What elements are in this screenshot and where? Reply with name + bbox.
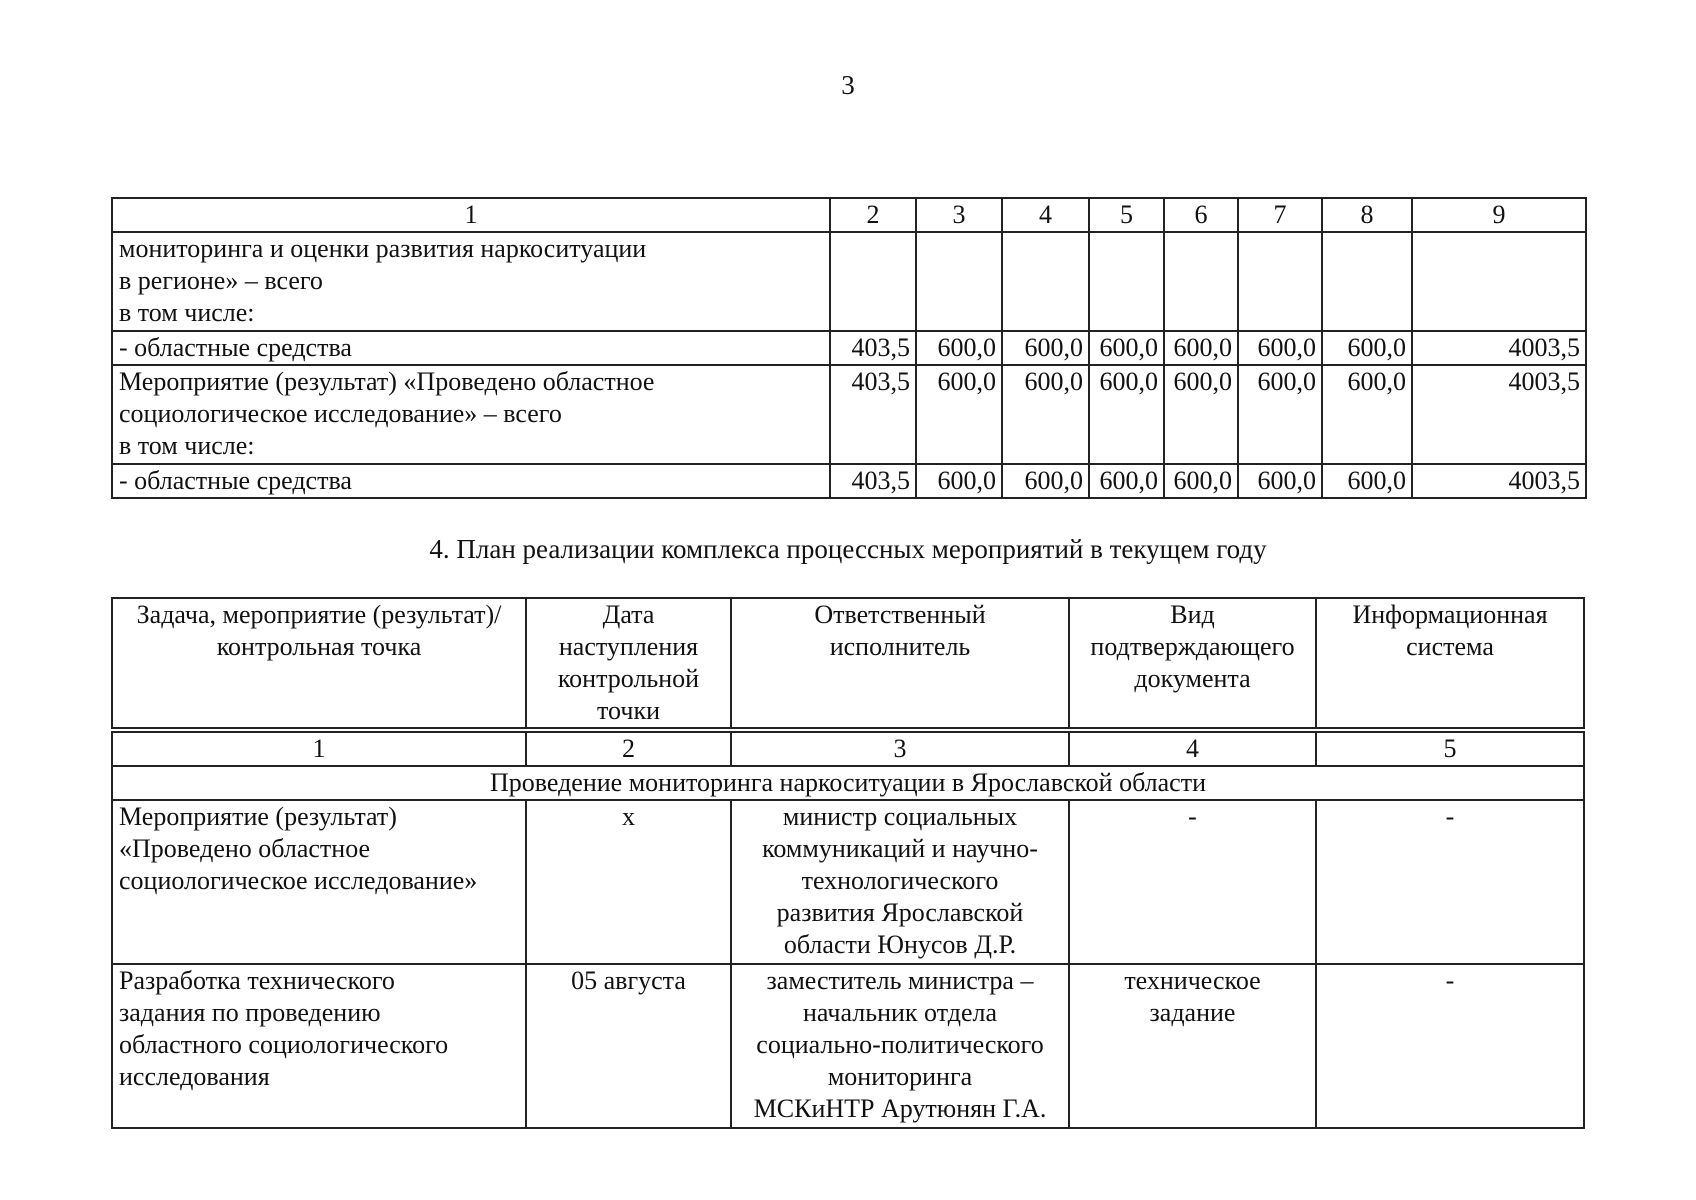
finance-cell <box>1238 232 1322 331</box>
plan-column-number-row <box>112 732 1584 766</box>
plan-header-cell: Ответственный исполнитель <box>731 598 1069 728</box>
finance-cell: 403,5 <box>830 365 916 464</box>
plan-date-cell: х <box>526 800 731 964</box>
plan-header-cell: Дата наступления контрольной точки <box>526 598 731 728</box>
finance-row-label: Мероприятие (результат) «Проведено областное социологическое исследование» – всего в том числе: <box>112 365 830 464</box>
finance-cell: 600,0 <box>1164 464 1238 498</box>
finance-cell: 600,0 <box>1164 331 1238 365</box>
finance-row <box>112 331 1586 365</box>
page-number: 3 <box>841 70 855 100</box>
plan-header-cell: Задача, мероприятие (результат)/ контрольная точка <box>112 598 526 728</box>
finance-cell: 4003,5 <box>1412 365 1586 464</box>
finance-header-cell: 5 <box>1089 198 1164 232</box>
finance-cell: 4003,5 <box>1412 464 1586 498</box>
finance-cell: 600,0 <box>1238 464 1322 498</box>
plan-column-number: 3 <box>731 732 1069 766</box>
plan-system-cell: - <box>1316 964 1584 1128</box>
finance-cell: 600,0 <box>916 464 1002 498</box>
plan-responsible-cell: заместитель министра – начальник отдела социально-политического мониторинга МСКиНТР Арутюнян Г.А. <box>731 964 1069 1128</box>
plan-column-number: 4 <box>1069 732 1316 766</box>
finance-cell: 600,0 <box>1089 331 1164 365</box>
finance-cell: 600,0 <box>1002 464 1089 498</box>
finance-cell: 4003,5 <box>1412 331 1586 365</box>
finance-row <box>112 232 1586 331</box>
finance-cell <box>1089 232 1164 331</box>
finance-table <box>111 197 1587 499</box>
plan-row <box>112 800 1584 964</box>
plan-row <box>112 964 1584 1128</box>
finance-row <box>112 464 1586 498</box>
plan-column-number: 1 <box>112 732 526 766</box>
plan-section-row <box>112 766 1584 800</box>
finance-row <box>112 365 1586 464</box>
finance-cell: 403,5 <box>830 331 916 365</box>
finance-cell <box>1412 232 1586 331</box>
plan-header-row <box>112 598 1584 728</box>
finance-row-label: - областные средства <box>112 331 830 365</box>
plan-document-cell: техническое задание <box>1069 964 1316 1128</box>
plan-responsible-cell: министр социальных коммуникаций и научно- технологического развития Ярославской области Юнусов Д.Р. <box>731 800 1069 964</box>
plan-header-cell: Вид подтверждающего документа <box>1069 598 1316 728</box>
plan-task-cell: Мероприятие (результат) «Проведено областное социологическое исследование» <box>112 800 526 964</box>
finance-cell <box>1164 232 1238 331</box>
finance-cell: 403,5 <box>830 464 916 498</box>
finance-header-cell: 2 <box>830 198 916 232</box>
finance-cell: 600,0 <box>1089 464 1164 498</box>
finance-cell <box>916 232 1002 331</box>
finance-header-cell: 1 <box>112 198 830 232</box>
finance-cell: 600,0 <box>1002 331 1089 365</box>
finance-cell <box>830 232 916 331</box>
finance-header-row <box>112 198 1586 232</box>
plan-system-cell: - <box>1316 800 1584 964</box>
plan-date-cell: 05 августа <box>526 964 731 1128</box>
finance-cell: 600,0 <box>1164 365 1238 464</box>
plan-column-number: 5 <box>1316 732 1584 766</box>
finance-cell: 600,0 <box>1238 365 1322 464</box>
plan-table <box>111 597 1585 1129</box>
finance-header-cell: 8 <box>1322 198 1412 232</box>
finance-cell: 600,0 <box>1238 331 1322 365</box>
finance-row-label: мониторинга и оценки развития наркоситуации в регионе» – всего в том числе: <box>112 232 830 331</box>
plan-header-cell: Информационная система <box>1316 598 1584 728</box>
plan-column-number: 2 <box>526 732 731 766</box>
finance-row-label: - областные средства <box>112 464 830 498</box>
plan-document-cell: - <box>1069 800 1316 964</box>
finance-header-cell: 3 <box>916 198 1002 232</box>
finance-header-cell: 6 <box>1164 198 1238 232</box>
finance-cell <box>1322 232 1412 331</box>
finance-cell: 600,0 <box>1322 365 1412 464</box>
finance-cell: 600,0 <box>1322 464 1412 498</box>
plan-task-cell: Разработка технического задания по проведению областного социологического исследования <box>112 964 526 1128</box>
plan-section-title: Проведение мониторинга наркоситуации в Ярославской области <box>112 766 1584 800</box>
finance-header-cell: 9 <box>1412 198 1586 232</box>
finance-cell: 600,0 <box>1322 331 1412 365</box>
finance-cell: 600,0 <box>916 331 1002 365</box>
finance-header-cell: 4 <box>1002 198 1089 232</box>
finance-cell <box>1002 232 1089 331</box>
finance-cell: 600,0 <box>916 365 1002 464</box>
finance-cell: 600,0 <box>1089 365 1164 464</box>
section-title: 4. План реализации комплекса процессных мероприятий в текущем году <box>429 534 1267 564</box>
finance-cell: 600,0 <box>1002 365 1089 464</box>
finance-header-cell: 7 <box>1238 198 1322 232</box>
